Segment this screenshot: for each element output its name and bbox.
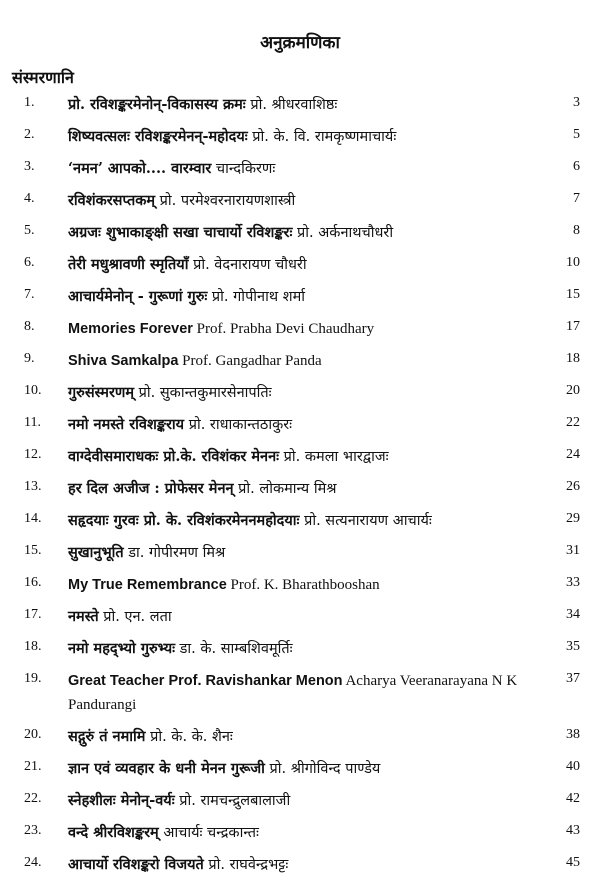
entry-page-number: 3	[573, 95, 580, 110]
entry-text	[68, 189, 550, 213]
entry-text	[68, 157, 550, 181]
toc-entry	[0, 216, 600, 248]
entry-page-number: 26	[566, 479, 580, 494]
entry-page-number: 29	[566, 511, 580, 526]
toc-entry	[0, 376, 600, 408]
entry-text	[68, 509, 550, 533]
entry-author: प्रो. के. वि. रामकृष्णमाचार्यः	[252, 129, 397, 145]
toc-entry	[0, 664, 600, 720]
entry-text	[68, 573, 550, 597]
entry-page-number: 31	[566, 543, 580, 558]
entry-author: प्रो. राधाकान्तठाकुरः	[188, 417, 293, 433]
entry-page-number: 10	[566, 255, 580, 270]
entry-title: हर दिल अजीज : प्रोफेसर मेनन्	[68, 480, 234, 497]
entry-title: Memories Forever	[68, 321, 193, 337]
entry-page-number: 38	[566, 727, 580, 742]
toc-entry	[0, 568, 600, 600]
entry-text	[68, 757, 550, 781]
entry-number: 1.	[24, 95, 35, 110]
toc-entry	[0, 536, 600, 568]
entry-title: नमस्ते	[68, 608, 99, 625]
entry-number: 7.	[24, 287, 35, 302]
toc-entry	[0, 632, 600, 664]
entry-page-number: 15	[566, 287, 580, 302]
entry-author: प्रो. राघवेन्द्रभट्टः	[208, 857, 289, 873]
entry-title: प्रो. रविशङ्करमेनोन्-विकासस्य क्रमः	[68, 96, 246, 113]
entry-author: Prof. Gangadhar Panda	[182, 353, 322, 369]
entry-author: Prof. Prabha Devi Chaudhary	[196, 321, 375, 337]
entry-title: गुरुसंस्मरणम्	[68, 384, 135, 401]
entry-author: डा. गोपीरमण मिश्र	[128, 545, 226, 561]
entry-page-number: 17	[566, 319, 580, 334]
entry-author: प्रो. रामचन्द्रुलबालाजी	[179, 793, 291, 809]
entry-text	[68, 445, 550, 469]
entry-page-number: 34	[566, 607, 580, 622]
entry-number: 3.	[24, 159, 35, 174]
entry-text	[68, 317, 550, 341]
toc-entry	[0, 784, 600, 816]
entry-page-number: 40	[566, 759, 580, 774]
toc-entry	[0, 280, 600, 312]
entry-number: 13.	[24, 479, 42, 494]
entry-number: 11.	[24, 415, 41, 430]
entry-title: स्नेहशीलः मेनोन्-वर्यः	[68, 792, 175, 809]
entry-text	[68, 669, 550, 717]
entry-title: रविशंकरसप्तकम्	[68, 192, 156, 209]
entry-number: 14.	[24, 511, 42, 526]
entry-title: तेरी मधुश्रावणी स्मृतियाँ	[68, 256, 189, 273]
page-title: अनुक्रमणिका	[260, 33, 340, 53]
toc-entry	[0, 600, 600, 632]
entry-title: शिष्यवत्सलः रविशङ्करमेनन्-महोदयः	[68, 128, 248, 145]
toc-entry	[0, 752, 600, 784]
entry-number: 24.	[24, 855, 42, 870]
entry-number: 16.	[24, 575, 42, 590]
entry-number: 4.	[24, 191, 35, 206]
entry-title: ‘नमन’ आपको.... वारम्वार	[68, 160, 212, 177]
toc-entry	[0, 312, 600, 344]
toc-entry	[0, 152, 600, 184]
entry-number: 6.	[24, 255, 35, 270]
entry-number: 10.	[24, 383, 42, 398]
entry-text	[68, 381, 550, 405]
entry-title: नमो नमस्ते रविशङ्कराय	[68, 416, 185, 433]
entry-author: प्रो. सत्यनारायण आचार्यः	[304, 513, 432, 529]
entry-author: प्रो. वेदनारायण चौधरी	[193, 257, 307, 273]
entry-page-number: 8	[573, 223, 580, 238]
entry-title: ज्ञान एवं व्यवहार के धनी मेनन गुरूजी	[68, 760, 265, 777]
entry-page-number: 5	[573, 127, 580, 142]
entry-text	[68, 637, 550, 661]
entry-page-number: 18	[566, 351, 580, 366]
entry-text	[68, 93, 550, 117]
entry-text	[68, 221, 550, 245]
entry-title: नमो महद्भ्यो गुरुभ्यः	[68, 640, 176, 657]
entry-title: My True Remembrance	[68, 577, 227, 593]
entry-title: सहृदयाः गुरवः प्रो. के. रविशंकरमेननमहोदयाः	[68, 512, 300, 529]
toc-entry	[0, 440, 600, 472]
entry-author: प्रो. अर्कनाथचौधरी	[297, 225, 394, 241]
toc-entry	[0, 848, 600, 880]
entry-author: प्रो. लोकमान्य मिश्र	[238, 481, 337, 497]
entry-title: अग्रजः शुभाकाङ्क्षी सखा चाचार्यो रविशङ्करः	[68, 224, 293, 241]
entry-number: 17.	[24, 607, 42, 622]
entry-number: 23.	[24, 823, 42, 838]
entry-author: प्रो. एन. लता	[103, 609, 172, 625]
entry-page-number: 42	[566, 791, 580, 806]
entry-author: आचार्यः चन्द्रकान्तः	[163, 825, 259, 841]
toc-entry	[0, 120, 600, 152]
toc-entry	[0, 344, 600, 376]
toc-entry	[0, 816, 600, 848]
entry-text	[68, 285, 550, 309]
entry-title: वाग्देवीसमाराधकः प्रो.के. रविशंकर मेननः	[68, 448, 280, 465]
entry-author: चान्दकिरणः	[215, 161, 276, 177]
section-heading: संस्मरणानि	[12, 68, 74, 87]
entry-number: 21.	[24, 759, 42, 774]
entry-number: 22.	[24, 791, 42, 806]
entry-text	[68, 541, 550, 565]
entry-text	[68, 413, 550, 437]
entry-author: Acharya Veeranarayana N K Pandurangi	[68, 673, 518, 713]
toc-entry	[0, 184, 600, 216]
entry-page-number: 33	[566, 575, 580, 590]
entry-page-number: 43	[566, 823, 580, 838]
entry-number: 2.	[24, 127, 35, 142]
entry-page-number: 45	[566, 855, 580, 870]
entry-number: 12.	[24, 447, 42, 462]
entry-author: प्रो. गोपीनाथ शर्मा	[211, 289, 306, 305]
entry-number: 20.	[24, 727, 42, 742]
entry-author: डा. के. साम्बशिवमूर्तिः	[179, 641, 293, 657]
entry-text	[68, 349, 550, 373]
entry-page-number: 24	[566, 447, 580, 462]
entry-title: Shiva Samkalpa	[68, 353, 179, 369]
toc-entry	[0, 720, 600, 752]
entry-author: प्रो. सुकान्तकुमारसेनापतिः	[138, 385, 272, 401]
entry-title: आचार्यो रविशङ्करो विजयते	[68, 856, 204, 873]
entry-author: प्रो. श्रीधरवाशिष्ठः	[250, 97, 338, 113]
toc-entry	[0, 408, 600, 440]
entry-text	[68, 253, 550, 277]
toc-entry	[0, 248, 600, 280]
entry-author: प्रो. श्रीगोविन्द पाण्डेय	[269, 761, 381, 777]
entry-page-number: 22	[566, 415, 580, 430]
entry-text	[68, 605, 550, 629]
entry-title: सद्गुरुं तं नमामि	[68, 728, 146, 745]
entry-number: 9.	[24, 351, 35, 366]
entry-text	[68, 125, 550, 149]
entry-text	[68, 821, 550, 845]
entry-page-number: 35	[566, 639, 580, 654]
entry-text	[68, 725, 550, 749]
entry-author: प्रो. परमेश्वरनारायणशास्त्री	[159, 193, 296, 209]
toc-entry	[0, 88, 600, 120]
entry-page-number: 7	[573, 191, 580, 206]
entry-number: 15.	[24, 543, 42, 558]
entry-title: वन्दे श्रीरविशङ्करम्	[68, 824, 159, 841]
entry-author: प्रो. कमला भारद्वाजः	[283, 449, 389, 465]
contents-list	[0, 88, 600, 880]
entry-page-number: 6	[573, 159, 580, 174]
entry-title: सुखानुभूति	[68, 544, 124, 561]
entry-number: 8.	[24, 319, 35, 334]
entry-number: 18.	[24, 639, 42, 654]
entry-text	[68, 477, 550, 501]
entry-page-number: 37	[566, 671, 580, 686]
toc-entry	[0, 472, 600, 504]
entry-title: Great Teacher Prof. Ravishankar Menon	[68, 673, 343, 689]
entry-number: 5.	[24, 223, 35, 238]
entry-title: आचार्यमेनोन् - गुरूणां गुरुः	[68, 288, 208, 305]
entry-number: 19.	[24, 671, 42, 686]
toc-entry	[0, 504, 600, 536]
entry-author: प्रो. के. के. शैनः	[150, 729, 233, 745]
entry-page-number: 20	[566, 383, 580, 398]
entry-text	[68, 789, 550, 813]
entry-author: Prof. K. Bharathbooshan	[230, 577, 380, 593]
